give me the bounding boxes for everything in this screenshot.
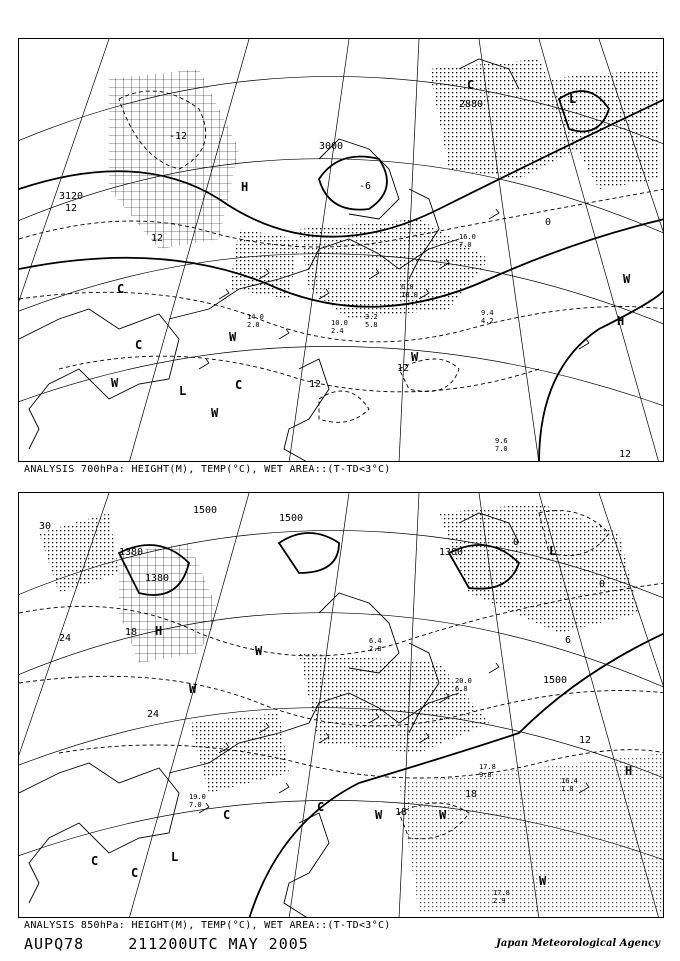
station-value: 1.8 (561, 785, 574, 793)
station-value: 2.0 (247, 321, 260, 329)
cold-center-label: C (223, 808, 231, 822)
contour-label: 6 (565, 635, 572, 646)
contour-label: 18 (125, 627, 138, 638)
cold-center-label: C (235, 378, 243, 392)
station-value: 20.0 (455, 677, 472, 685)
contour-label: -6 (359, 181, 372, 192)
station-value: 10.0 (331, 319, 348, 327)
contour-label: 3120 (59, 191, 84, 202)
contour-label: 18 (465, 789, 478, 800)
station-value: 9.8 (479, 771, 492, 779)
station-value: 17.8 (493, 889, 510, 897)
contour-label: 1500 (279, 513, 304, 524)
chart-id: AUPQ78 (24, 935, 85, 953)
contour-label: 12 (65, 203, 78, 214)
warm-center-label: W (111, 376, 119, 390)
cold-center-label: C (135, 338, 143, 352)
contour-label: 0 (599, 579, 606, 590)
contour-label: 24 (147, 709, 160, 720)
warm-center-label: W (255, 644, 263, 658)
wet-areas (109, 59, 659, 319)
station-value: 9.4 (481, 309, 494, 317)
warm-center-label: W (411, 350, 419, 364)
contour-label: 12 (309, 379, 322, 390)
contour-label: 12 (397, 363, 410, 374)
station-value: 4.2 (481, 317, 494, 325)
contour-label: 1380 (145, 573, 170, 584)
caption-850hpa: ANALYSIS 850hPa: HEIGHT(M), TEMP(°C), WET AREA::(T-TD<3°C) (24, 920, 391, 931)
warm-center-label: W (189, 682, 197, 696)
cold-center-label: C (91, 854, 99, 868)
caption-700hpa: ANALYSIS 700hPa: HEIGHT(M), TEMP(°C), WET AREA::(T-TD<3°C) (24, 464, 391, 475)
station-value: 17.8 (479, 763, 496, 771)
contour-label: 24 (59, 633, 72, 644)
contour-label: 12 (579, 735, 592, 746)
station-value: 7.0 (495, 445, 508, 453)
chart-header (24, 935, 309, 953)
warm-center-label: W (539, 874, 547, 888)
analysis-map-850hpa (18, 492, 664, 918)
cold-center-label: C (117, 282, 125, 296)
contour-label: 30 (39, 521, 52, 532)
cold-center-label: C (467, 78, 475, 92)
station-value: 19.0 (189, 793, 206, 801)
contour-label: 0 (545, 217, 552, 228)
low-center-label: L (549, 544, 557, 558)
contour-label: 1380 (119, 547, 144, 558)
agency-name: Japan Meteorological Agency (496, 938, 660, 949)
cold-center-label: C (131, 866, 139, 880)
station-value: 6.8 (455, 685, 468, 693)
station-value: 5.8 (365, 321, 378, 329)
warm-center-label: W (439, 808, 447, 822)
contour-label: 1380 (439, 547, 464, 558)
station-value: 2.9 (493, 897, 506, 905)
contour-label: 1500 (193, 505, 218, 516)
low-center-label: L (171, 850, 179, 864)
station-value: 2.4 (331, 327, 344, 335)
station-value: 7.0 (189, 801, 202, 809)
station-value: 14.0 (247, 313, 264, 321)
warm-center-label: W (623, 272, 631, 286)
warm-center-label: W (375, 808, 383, 822)
high-center-label: H (625, 764, 633, 778)
contour-label: -12 (169, 131, 188, 142)
contour-label: 1500 (543, 675, 568, 686)
high-center-label: H (155, 624, 163, 638)
station-value: 3.2 (365, 313, 378, 321)
station-value: 16.0 (459, 233, 476, 241)
valid-time: 211200UTC MAY 2005 (128, 935, 309, 953)
warm-center-label: W (229, 330, 237, 344)
station-value: 7.0 (459, 241, 472, 249)
low-center-label: L (179, 384, 187, 398)
contour-label: 3000 (319, 141, 344, 152)
analysis-map-700hpa (18, 38, 664, 462)
warm-center-label: W (211, 406, 219, 420)
contour-label: 12 (619, 449, 632, 460)
low-center-label: L (569, 92, 577, 106)
station-value: 16.4 (561, 777, 578, 785)
contour-label: 2880 (459, 99, 484, 110)
contour-label: 0 (513, 537, 520, 548)
station-value: 6.0 (401, 283, 414, 291)
station-value: 9.6 (495, 437, 508, 445)
map-svg-700hpa (19, 39, 664, 462)
map-svg-850hpa (19, 493, 664, 918)
contour-label: 12 (151, 233, 164, 244)
station-value: 10.0 (401, 291, 418, 299)
cold-center-label: C (317, 800, 325, 814)
high-center-label: H (617, 314, 625, 328)
wet-areas (39, 503, 664, 913)
station-value: 2.8 (369, 645, 382, 653)
station-value: 6.4 (369, 637, 382, 645)
high-center-label: H (241, 180, 249, 194)
contour-label: 18 (395, 807, 408, 818)
